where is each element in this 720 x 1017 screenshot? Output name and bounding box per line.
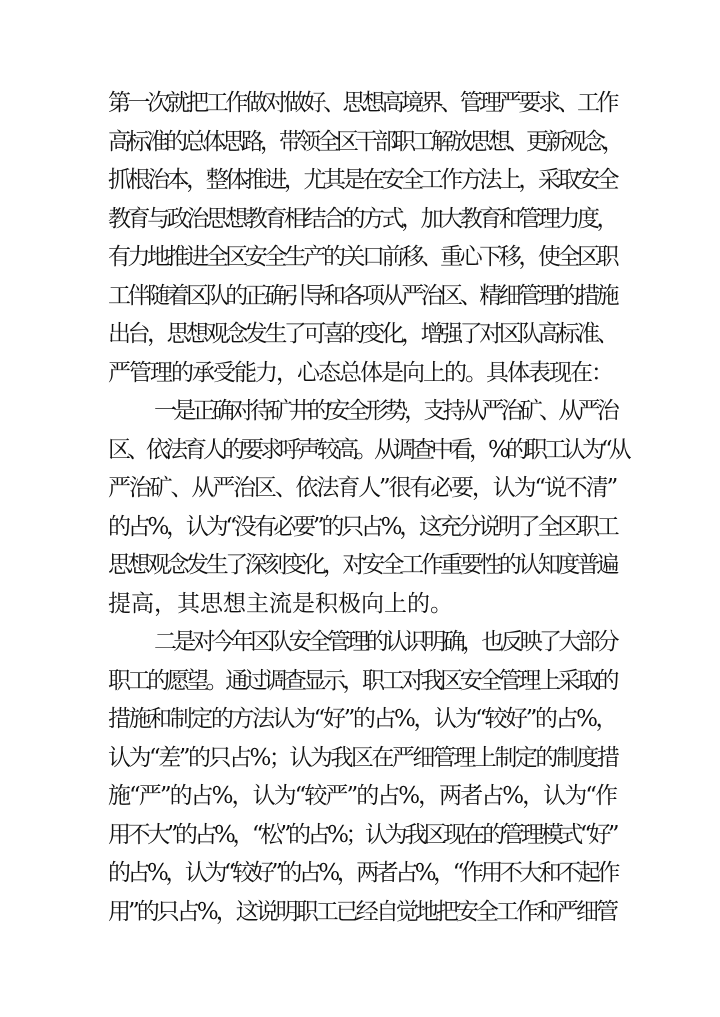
text-line: 区、依法育人的要求呼声较高。从调查中看，%的职工认为“从 bbox=[108, 436, 628, 463]
text-line: 的占%，认为“没有必要”的只占%，这充分说明了全区职工 bbox=[108, 513, 617, 540]
text-line: 严管理的承受能力，心态总体是向上的。具体表现在： bbox=[108, 359, 612, 386]
document-body bbox=[108, 84, 628, 931]
text-line: 施“严”的占%，认为“较严”的占%，两者占%，认为“作 bbox=[108, 783, 616, 809]
paragraph-1 bbox=[108, 84, 621, 392]
text-line: 工伴随着区队的正确引导和各项从严治区、精细管理的措施 bbox=[108, 282, 616, 309]
text-line: 一是正确对待矿井的安全形势，支持从严治矿、从严治 bbox=[154, 398, 616, 424]
text-line: 有力地推进全区安全生产的关口前移、重心下移，使全区职 bbox=[108, 244, 616, 270]
text-line: 第一次就把工作做对做好、思想高境界、管理严要求、工作 bbox=[108, 90, 616, 116]
text-line: 用不大”的占%，“松”的占%；认为我区现在的管理模式“好” bbox=[108, 821, 616, 848]
text-line: 职工的愿望。通过调查显示，职工对我区安全管理上采取的 bbox=[108, 667, 616, 694]
text-line: 严治矿、从严治区、依法育人”很有必要，认为“说不清” bbox=[108, 475, 616, 501]
paragraph-3 bbox=[108, 623, 616, 931]
text-line: 提高，其思想主流是积极向上的。 bbox=[108, 590, 453, 617]
text-line: 出台，思想观念发生了可喜的变化，增强了对区队高标准、 bbox=[108, 321, 616, 347]
text-line: 用”的只占%，这说明职工已经自觉地把安全工作和严细管 bbox=[108, 898, 616, 925]
paragraph-2 bbox=[108, 392, 628, 623]
text-line: 抓根治本，整体推进，尤其是在安全工作方法上，采取安全 bbox=[108, 167, 616, 193]
text-line: 高标准的总体思路，带领全区干部职工解放思想、更新观念， bbox=[108, 128, 621, 155]
text-line: 的占%，认为“较好”的占%，两者占%，“作用不大和不起作 bbox=[108, 860, 617, 886]
text-line: 二是对今年区队安全管理的认识明确，也反映了大部分 bbox=[154, 629, 616, 655]
text-line: 思想观念发生了深刻变化，对安全工作重要性的认知度普遍 bbox=[108, 552, 616, 578]
text-line: 教育与政治思想教育相结合的方式，加大教育和管理力度， bbox=[108, 205, 616, 232]
text-line: 认为“差”的只占%；认为我区在严细管理上制定的制度措 bbox=[108, 744, 618, 771]
text-line: 措施和制定的方法认为“好”的占%，认为“较好”的占%， bbox=[108, 706, 616, 732]
